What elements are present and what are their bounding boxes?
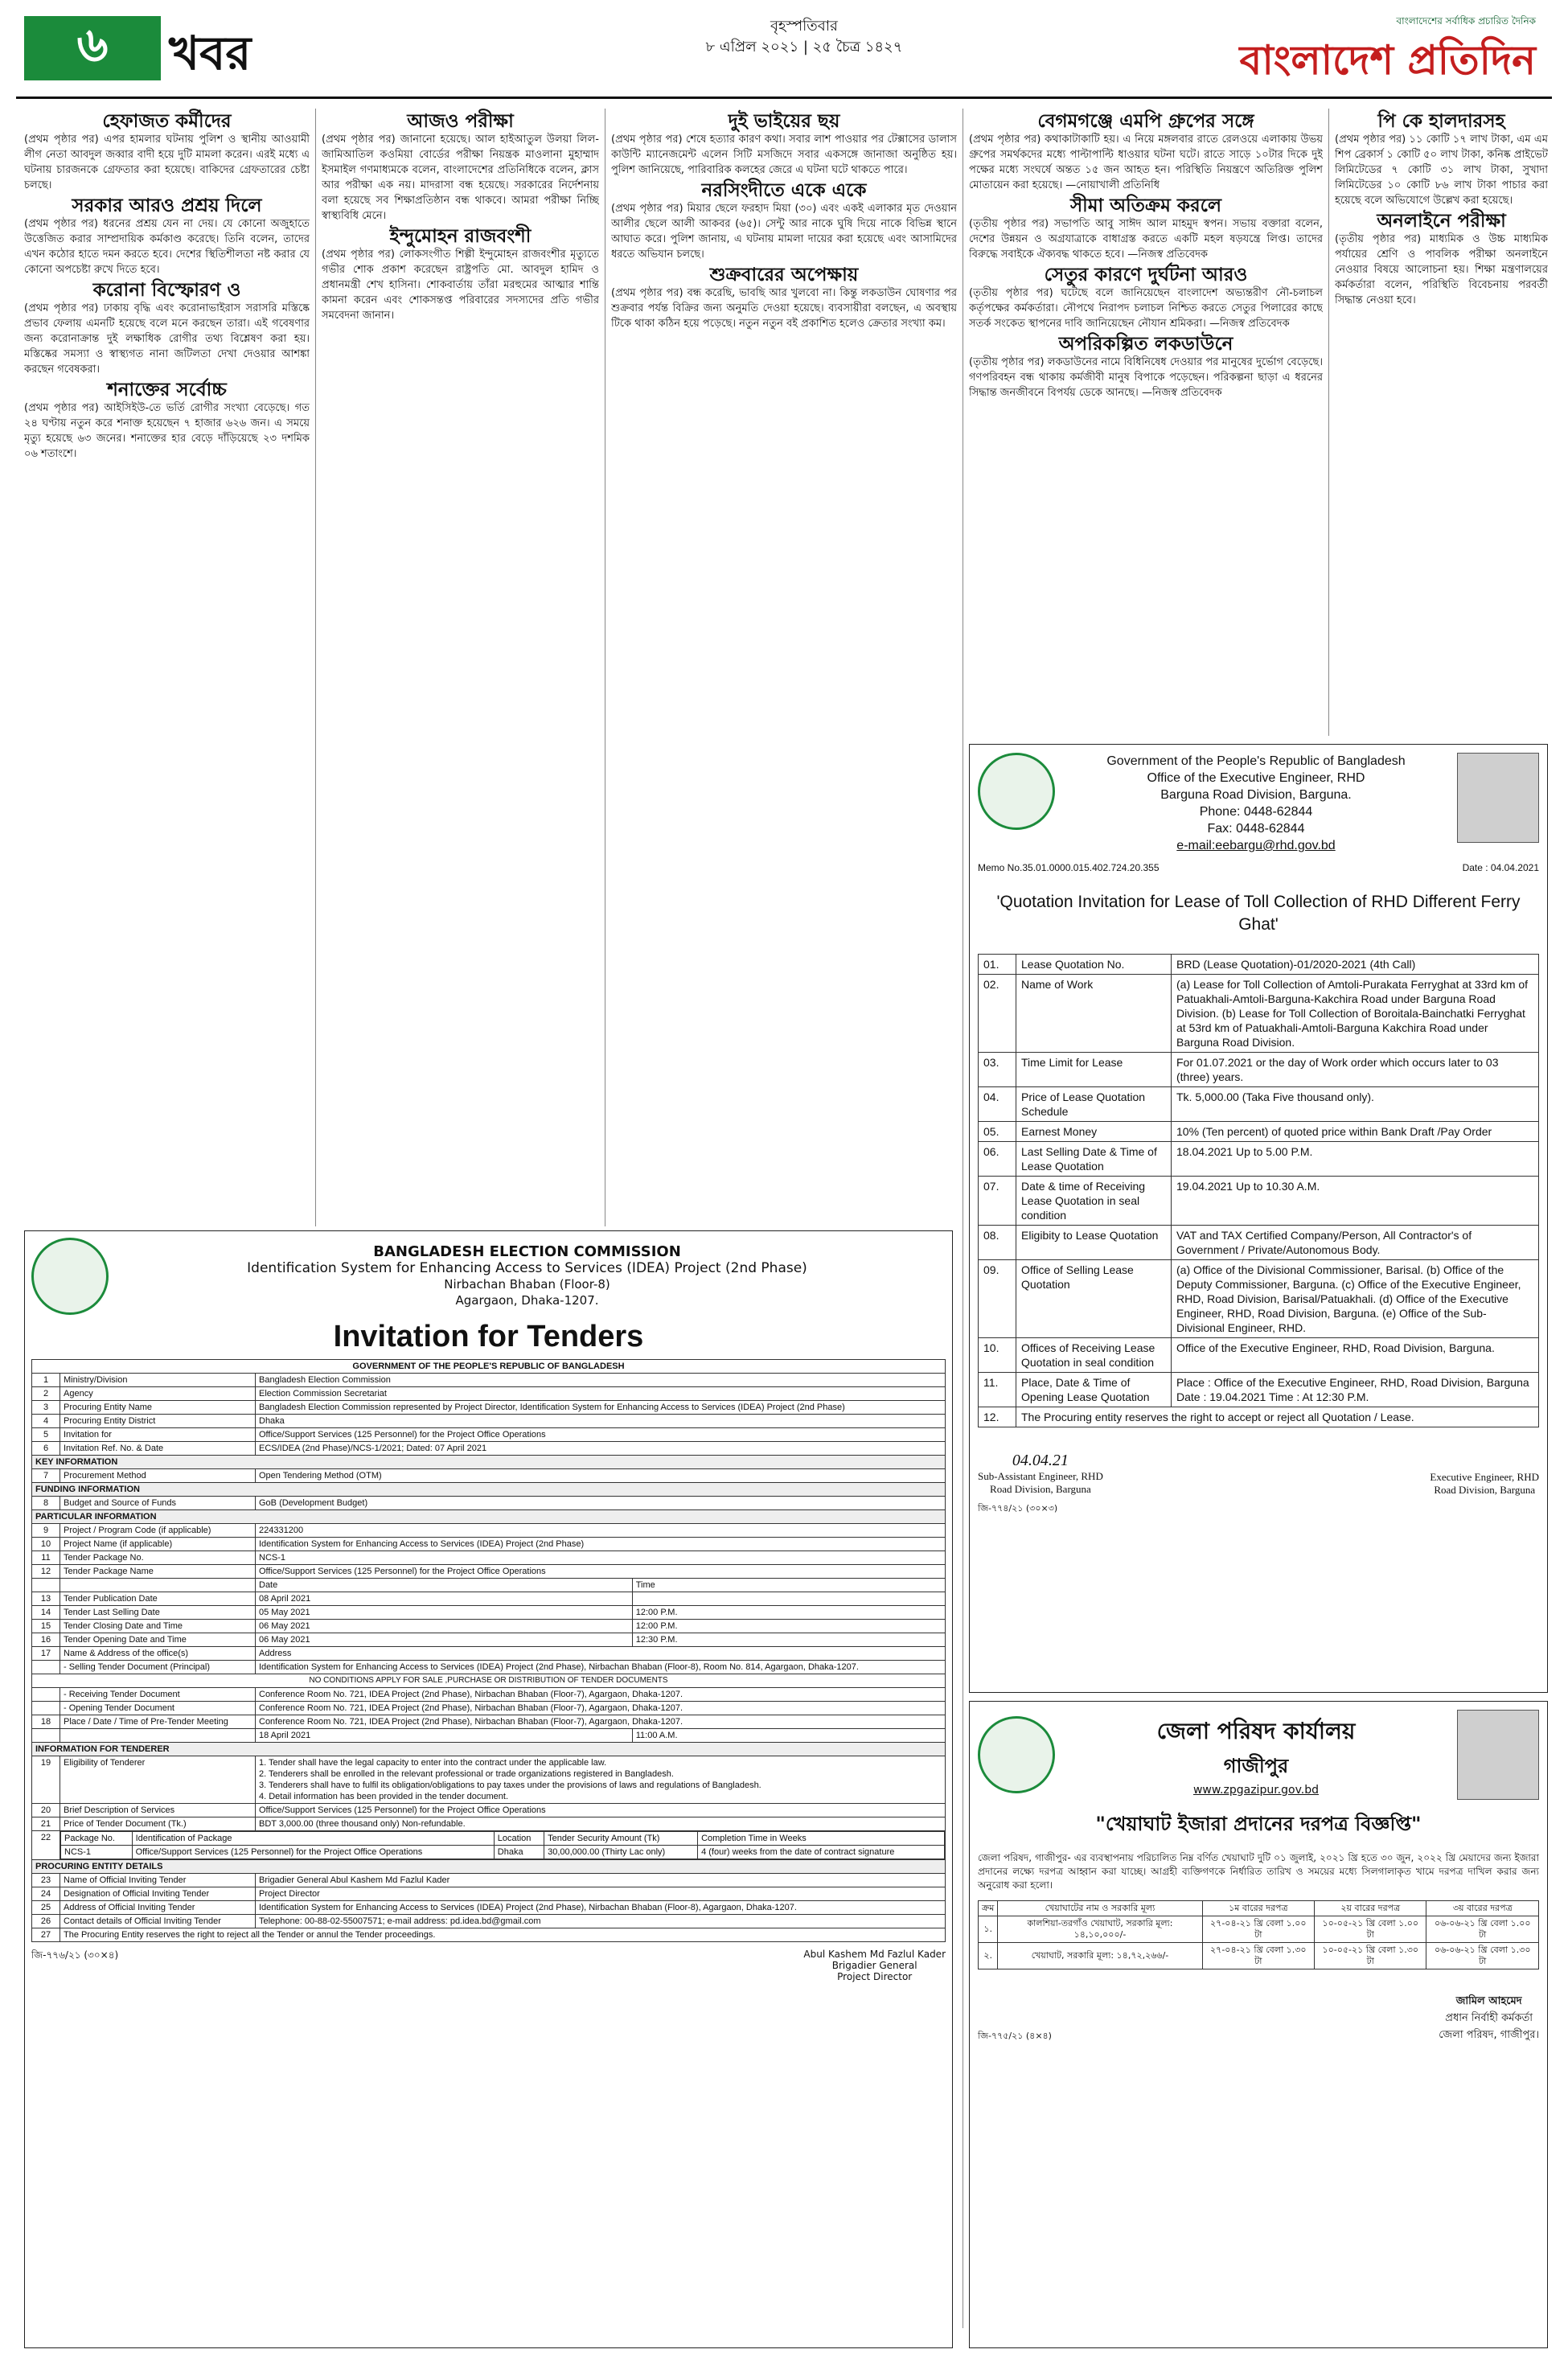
zila-emblem-icon <box>978 1716 1055 1793</box>
masthead-tagline: বাংলাদেশের সর্বাধিক প্রচারিত দৈনিক <box>1396 15 1536 27</box>
table-row: 12. The Procuring entity reserves the right to accept or reject all Quotation / Lease. <box>979 1407 1539 1427</box>
article-dui-bhai: (প্রথম পৃষ্ঠার পর) শেষে হত্যার কারণ কথা। সবার লাশ পাওয়ার পর টেক্সাসের ডালাস কাউন্টি ম্যানেজমেন্ট এলেন সিটি মসজিদে সবার একসঙ্গে জানাজা অনুষ্ঠিত হয়। পুলিশ জানিয়েছে, পারিবারিক কলহের জেরে এ ঘটনা ঘটে থাকতে পারে। <box>611 133 957 176</box>
zila-title: "খেয়াঘাট ইজারা প্রদানের দরপত্র বিজ্ঞপ্তি" <box>1095 1813 1422 1835</box>
headline-shanakta: শনাক্তের সর্বোচ্চ <box>107 379 227 400</box>
section-info: INFORMATION FOR TENDERER <box>32 1743 946 1756</box>
bec-title: Invitation for Tenders <box>333 1320 644 1353</box>
table-row: ১. কালশিয়া-তরগাঁও খেয়াঘাট, সরকারি মূল্য: ১৪,১০,০০০/- ২৭-০৪-২১ খ্রি বেলা ১.০০ টা ১০-০৫-২১ খ্রি বেলা ১.০০ টা ০৬-০৬-২১ খ্রি বেলা ১.০০ টা <box>979 1916 1539 1943</box>
table-row: 15 Tender Closing Date and Time 06 May 2021 12:00 P.M. <box>32 1620 946 1633</box>
headline-sarkar: সরকার আরও প্রশ্রয় দিলে <box>72 195 262 216</box>
article-shanakta: (প্রথম পৃষ্ঠার পর) আইসিইউ-তে ভর্তি রোগীর সংখ্যা বেড়েছে। গত ২৪ ঘণ্টায় নতুন করে শনাক্ত হয়েছেন ৭ হাজার ৬২৬ জন। এ সময়ে মৃত্যু হয়েছে ৬৩ জনের। শনাক্তের হার বেড়ে দাঁড়িয়েছে ২৩ দশমিক ০৬ শতাংশে। <box>24 402 310 460</box>
table-row: 04. Price of Lease Quotation Schedule Tk. 5,000.00 (Taka Five thousand only). <box>979 1087 1539 1122</box>
table-row: 22 Package No. Identification of Package Location Tender Security Amount (Tk) Completion Time in Weeks NCS-1 Office/Support Services (125 Personnel) for the Project Office Operations Dhaka 30,00,000.00 (Thirty Lac only) 4 (four) weeks from the date of contract signature <box>32 1831 946 1860</box>
table-row: 26 Contact details of Official Inviting Tender Telephone: 00-88-02-55007571; e-mail address: pd.idea.bd@gmail.com <box>32 1915 946 1928</box>
table-row: 17 Name & Address of the office(s) Address <box>32 1647 946 1661</box>
bec-ref: জি-৭৭৬/২১ (৩০×৪) <box>31 1949 119 1961</box>
signature-executive: Executive Engineer, RHD Road Division, Barguna <box>1430 1471 1539 1496</box>
bec-address2: Agargaon, Dhaka-1207. <box>455 1293 599 1308</box>
table-row: 08. Eligibity to Lease Quotation VAT and TAX Certified Company/Person, All Contractor's of Government / Private/Autonomous Body. <box>979 1226 1539 1260</box>
zila-web: www.zpgazipur.gov.bd <box>1192 1783 1319 1797</box>
masthead-name: বাংলাদেশ প্রতিদিন <box>1239 36 1536 84</box>
headline-online: অনলাইনে পরীক্ষা <box>1377 210 1506 232</box>
table-row: 19 Eligibility of Tenderer 1. Tender shall have the legal capacity to enter into the contract under the applicable law. 2. Tenderers shall be enrolled in the relevant professional or trade organizations registered in Bangladesh. 3. Tenderers shall have to fulfil its obligation/obligations to pay taxes under the provisions of laws and regulations of Bangladesh. 4. Detail information has been provided in the tender document. <box>32 1756 946 1804</box>
headline-dui-bhai: দুই ভাইয়ের ছয় <box>728 110 840 132</box>
rhd-memo: Memo No.35.01.0000.015.402.724.20.355 <box>978 862 1160 873</box>
table-row: 07. Date & time of Receiving Lease Quotation in seal condition 19.04.2021 Up to 10.30 A.M. <box>979 1177 1539 1226</box>
headline-aparikalpita: অপরিকল্পিত লকডাউনে <box>1058 333 1233 355</box>
bec-govt: GOVERNMENT OF THE PEOPLE'S REPUBLIC OF BANGLADESH <box>32 1360 946 1374</box>
zila-body: জেলা পরিষদ, গাজীপুর- এর ব্যবস্থাপনায় পরিচালিত নিম্ন বর্ণিত খেয়াঘাট দুটি ০১ জুলাই, ২০২১ খ্রি হতে ৩০ জুন, ২০২২ খ্রি মেয়াদের জন্য ইজারা প্রদানের লক্ষ্যে দরপত্র আহ্বান করা যাচ্ছে। আগ্রহী ব্যক্তিগণকে নির্ধারিত তারিখ ও সময়ের মধ্যে সিলগালাকৃত খামে দরপত্র দাখিল করার জন্য অনুরোধ করা হলো। <box>978 1852 1539 1891</box>
rhd-email: e-mail:eebargu@rhd.gov.bd <box>1176 839 1336 852</box>
table-row: 11. Place, Date & Time of Opening Lease Quotation Place : Office of the Executive Engineer, RHD, Road Division, Barguna Date : 19.04.2021 Time : At 12:30 P.M. <box>979 1373 1539 1407</box>
rhd-date: Date : 04.04.2021 <box>1462 862 1539 873</box>
article-ajo: (প্রথম পৃষ্ঠার পর) জানানো হয়েছে। আল হাইআতুল উলয়া লিল-জামিআতিল কওমিয়া বোর্ডের পরীক্ষা নিয়ন্ত্রক মাওলানা মুহাম্মাদ ইসমাইল গণমাধ্যমকে বলেন, বাংলাদেশের প্রতিনিধিকে বলেন, ক্লাস আর পরীক্ষা এক নয়। মাদরাসা বন্ধ হয়েছে। সরকারের নির্দেশনায় বলা হয়েছে সব শিক্ষাপ্রতিষ্ঠান বন্ধ থাকবে। আমরা পরীক্ষা নিচ্ছি স্বাস্থ্যবিধি মেনে। <box>322 133 599 222</box>
masthead <box>1142 14 1544 87</box>
column-1 <box>24 109 310 1226</box>
zila-signatory: জামিল আহমেদ প্রধান নির্বাহী কর্মকর্তা জেলা পরিষদ, গাজীপুর। <box>1439 1995 1539 2041</box>
table-row: 21 Price of Tender Document (Tk.) BDT 3,000.00 (three thousand only) Non-refundable. <box>32 1817 946 1831</box>
table-row: 3 Procuring Entity Name Bangladesh Election Commission represented by Project Director, Identification System for Enhancing Access to Services (IDEA) Project (2nd Phase) <box>32 1401 946 1415</box>
article-begumganj: (প্রথম পৃষ্ঠার পর) কথাকাটাকাটি হয়। এ নিয়ে মঙ্গলবার রাতে রেলওয়ে এলাকায় উভয় গ্রুপের সমর্থকদের মধ্যে পাল্টাপাল্টি ধাওয়ার ঘটনা ঘটে। রাতে সাড়ে ১০টার দিকে দুই পক্ষের মধ্যে সংঘর্ষে অন্তত ১৫ জন আহত হন। পরিস্থিতি নিয়ন্ত্রণে অতিরিক্ত পুলিশ মোতায়েন করা হয়েছে। —নোয়াখালী প্রতিনিধি <box>969 133 1323 191</box>
portrait-icon <box>1457 1710 1539 1800</box>
table-row: 24 Designation of Official Inviting Tender Project Director <box>32 1887 946 1901</box>
article-setu: (তৃতীয় পৃষ্ঠার পর) ঘটেছে বলে জানিয়েছেন বাংলাদেশ অভ্যন্তরীণ নৌ-চলাচল কর্তৃপক্ষের কর্মকর্তারা। নৌপথে নিরাপদ চলাচল নিশ্চিত করতে সেতুর পিলারের কাছে সতর্ক সংকেত স্থাপনের দাবি জানিয়েছেন নৌযান শ্রমিকরা। —নিজস্ব প্রতিবেদক <box>969 287 1323 330</box>
article-sarkar: (প্রথম পৃষ্ঠার পর) ধরনের প্রশ্রয় যেন না দেয়। যে কোনো অজুহাতে উত্তেজিত করার সাম্প্রদায়িক কর্মকাণ্ড করেছে। তিনি বলেন, তাদের এখন কঠোর হাতে দমন করতে হবে। দেশের স্থিতিশীলতা নষ্ট করার যে কোনো অপচেষ্টা রুখে দিতে হবে। <box>24 218 310 276</box>
table-row: 03. Time Limit for Lease For 01.07.2021 or the day of Work order which occurs later to 03 (three) years. <box>979 1053 1539 1087</box>
column-5 <box>1335 109 1548 736</box>
signature-sub-assistant: 04.04.21 Sub-Assistant Engineer, RHD Road Division, Barguna <box>978 1452 1103 1495</box>
table-row: 5 Invitation for Office/Support Services (125 Personnel) for the Project Office Operations <box>32 1428 946 1442</box>
table-row: - Opening Tender Document Conference Room No. 721, IDEA Project (2nd Phase), Nirbachan Bhaban (Floor-7), Agargaon, Dhaka-1207. <box>32 1702 946 1715</box>
headline-sima: সীমা অতিক্রম করলে <box>1069 195 1222 216</box>
article-indumohan: (প্রথম পৃষ্ঠার পর) লোকসংগীত শিল্পী ইন্দুমোহন রাজবংশীর মৃত্যুতে গভীর শোক প্রকাশ করেছেন রাষ্ট্রপতি মো. আবদুল হামিদ ও প্রধানমন্ত্রী শেখ হাসিনা। শোকবার্তায় তাঁরা মরহুমের আত্মার শান্তি কামনা করেন এবং শোকসন্তপ্ত পরিবারের সদস্যদের প্রতি গভীর সমবেদনা জানান। <box>322 248 599 322</box>
table-row: 20 Brief Description of Services Office/Support Services (125 Personnel) for the Project Office Operations <box>32 1804 946 1817</box>
column-4 <box>969 109 1323 736</box>
zila-table: ক্রম খেয়াঘাটের নাম ও সরকারি মূল্য ১ম বারের দরপত্র ২য় বারের দরপত্র ৩য় বারের দরপত্র ১. কালশিয়া-তরগাঁও খেয়াঘাট, সরকারি মূল্য: ১৪,১০,০০০/- ২৭-০৪-২১ খ্রি বেলা ১.০০ টা ১০-০৫-২১ খ্রি বেলা ১.০০ টা ০৬-০৬-২১ খ্রি বেলা ১.০০ টা ২. খেয়াঘাট, সরকারি মূল্য: ১৪,৭২,২৬৬/- ২৭-০৪-২১ খ্রি বেলা ১.৩০ টা ১০-০৫-২১ খ্রি বেলা ১.৩০ টা ০৬-০৬-২১ খ্রি বেলা ১.৩০ টা <box>978 1900 1539 1969</box>
table-row: 12 Tender Package Name Office/Support Services (125 Personnel) for the Project Office Operations <box>32 1565 946 1579</box>
table-row: 4 Procuring Entity District Dhaka <box>32 1415 946 1428</box>
headline-indumohan: ইন্দুমোহন রাজবংশী <box>389 225 532 247</box>
zila-tender-notice <box>969 1701 1548 2348</box>
section-particular: PARTICULAR INFORMATION <box>32 1510 946 1524</box>
article-sima: (তৃতীয় পৃষ্ঠার পর) সভাপতি আবু সাঈদ আল মাহমুদ স্বপন। সভায় বক্তারা বলেন, দেশের উন্নয়ন ও অগ্রযাত্রাকে বাধাগ্রস্ত করতে একটি মহল ষড়যন্ত্রে লিপ্ত। তাদের বিরুদ্ধে সবাইকে ঐক্যবদ্ধ থাকতে হবে। —নিজস্ব প্রতিবেদক <box>969 218 1323 261</box>
no-conditions-note: NO CONDITIONS APPLY FOR SALE ,PURCHASE OR DISTRIBUTION OF TENDER DOCUMENTS <box>32 1674 946 1688</box>
article-shukrobar: (প্রথম পৃষ্ঠার পর) বন্ধ করেছি, ভাবছি আর খুলবো না। কিন্তু লকডাউন ঘোষণার পর শুক্রবার পর্যন্ত বিক্রির জন্য অনুমতি দেওয়া হয়েছে। ব্যবসায়ীরা বলছেন, এ অবস্থায় টিকে থাকা কঠিন হয়ে পড়েছে। নতুন নতুন বই প্রকাশিত হলেও ক্রেতার সংখ্যা কম। <box>611 287 957 330</box>
table-row: - Selling Tender Document (Principal) Identification System for Enhancing Access to Services (IDEA) Project (2nd Phase), Nirbachan Bhaban (Floor-8), Room No. 814, Agargaon, Dhaka-1207. <box>32 1661 946 1674</box>
table-row: 6 Invitation Ref. No. & Date ECS/IDEA (2nd Phase)/NCS-1/2021; Dated: 07 April 2021 <box>32 1442 946 1456</box>
headline-pk-halder: পি কে হালদারসহ <box>1377 110 1505 132</box>
table-row: 23 Name of Official Inviting Tender Brigadier General Abul Kashem Md Fazlul Kader <box>32 1874 946 1887</box>
section-key-info: KEY INFORMATION <box>32 1456 946 1469</box>
section-funding: FUNDING INFORMATION <box>32 1483 946 1497</box>
table-row: 25 Address of Official Inviting Tender Identification System for Enhancing Access to Services (IDEA) Project (2nd Phase), Nirbachan Bhaban (Floor-8), Agargaon, Dhaka-1207. <box>32 1901 946 1915</box>
headline-corona: করোনা বিস্ফোরণ ও <box>92 279 241 301</box>
table-row: 8 Budget and Source of Funds GoB (Development Budget) <box>32 1497 946 1510</box>
table-row: 02. Name of Work (a) Lease for Toll Collection of Amtoli-Purakata Ferryghat at 33rd km of Patuakhali-Amtoli-Barguna-Kakchira Road under Barguna Road Division. (b) Lease for Toll Collection of Boroitala-Bainchatki Ferryghat at 53rd km of Patuakhali-Amtoli-Barguna Kakchira Road under Barguna Road Division. <box>979 975 1539 1053</box>
headline-hefazat: হেফাজত কর্মীদের <box>102 110 232 132</box>
table-row: 1 Ministry/Division Bangladesh Election Commission <box>32 1374 946 1387</box>
table-row: 10 Project Name (if applicable) Identification System for Enhancing Access to Services (IDEA) Project (2nd Phase) <box>32 1538 946 1551</box>
headline-setu: সেতুর কারণে দুর্ঘটনা আরও <box>1044 264 1248 285</box>
article-narsingdi: (প্রথম পৃষ্ঠার পর) মিয়ার ছেলে ফরহাদ মিয়া (৩০) এবং একই এলাকার মৃত দেওয়ান আলীর ছেলে আলী আকবর (৬৫)। সেন্টু আর নাকে ঘুষি দিয়ে নাকে বিভিন্ন স্থানে আঘাত করে। পুলিশ জানায়, এ ঘটনায় মামলা দায়ের করা হয়েছে এবং আসামিদের ধরতে অভিযান চলছে। <box>611 203 957 261</box>
bec-tender-notice <box>24 1230 953 2348</box>
bec-tender-table: GOVERNMENT OF THE PEOPLE'S REPUBLIC OF BANGLADESH 1 Ministry/Division Bangladesh Election Commission 2 Agency Election Commission Secretariat 3 Procuring Entity Name Bangladesh Election Commission represented by Project Director, Identification System for Enhancing Access to Services (IDEA) Project (2nd Phase) 4 Procuring Entity District Dhaka 5 Invitation for Office/Support Services (125 Personnel) for the Project Office Operations 6 Invitation Ref. No. & Date ECS/IDEA (2nd Phase)/NCS-1/2021; Dated: 07 April 2021 KEY INFORMATION 7 Procurement Method Open Tendering Method (OTM) FUNDING INFORMATION 8 Budget and Source of Funds GoB (Development Budget) PARTICULAR INFORMATION 9 Project / Program Code (if applicable) 224331200 10 Project Name (if applicable) Identification System for Enhancing Access to Services (IDEA) Project (2nd Phase) 11 Tender Package No. NCS-1 12 Tender Package Name Office/Support Services (125 Personnel) for the Project Office Operations Date Time 13 Tender Publication Date 08 April 2021 14 Tender Last Selling Date 05 May 2021 12:00 P.M. 15 Tender Closing Date and Time 06 May 2021 12:00 P.M. 16 Tender Opening Date and Time 06 May 2021 12:30 P.M. 17 Name & Address of the office(s) Address - Selling Tender Document (Principal) Identification System for Enhancing Access to Services (IDEA) Project (2nd Phase), Nirbachan Bhaban (Floor-8), Room No. 814, Agargaon, Dhaka-1207. NO CONDITIONS APPLY FOR SALE ,PURCHASE OR DISTRIBUTION OF TENDER DOCUMENTS - Receiving Tender Document Conference Room No. 721, IDEA Project (2nd Phase), Nirbachan Bhaban (Floor-7), Agargaon, Dhaka-1207. - Opening Tender Document Conference Room No. 721, IDEA Project (2nd Phase), Nirbachan Bhaban (Floor-7), Agargaon, Dhaka-1207. 18 Place / Date / Time of Pre-Tender Meeting Conference Room No. 721, IDEA Project (2nd Phase), Nirbachan Bhaban (Floor-7), Agargaon, Dhaka-1207. 18 April 2021 11:00 A.M. INFORMATION FOR TENDERER 19 Eligibility of Tenderer 1. Tender shall have the legal capacity to enter into the contract under the applicable law. 2. Tenderers shall be enrolled in the relevant professional or trade organizations registered in Bangladesh. 3. Tenderers shall have to fulfil its obligation/obligations to pay taxes under the provisions of laws and regulations of Bangladesh. 4. Detail information has been provided in the tender document. 20 Brief Description of Services Office/Support Services (125 Personnel) for the Project Office Operations 21 Price of Tender Document (Tk.) BDT 3,000.00 (three thousand only) Non-refundable. 22 Package No. Identification of Package Location Tender Security Amount (Tk) Completion Time in Weeks NCS-1 Office/Support Services (125 Personnel) for the Project Office Operations Dhaka 30,00,000.00 (Thirty Lac only) 4 (four) weeks from the date of contract signature PROCURING ENTITY DETAILS 23 Name of Official Inviting Tender Brigadier General Abul Kashem Md Fazlul Kader 24 Designation of Official Inviting Tender Project Director 25 Address of Official Inviting Tender Identification System for Enhancing Access to Services (IDEA) Project (2nd Phase), Nirbachan Bhaban (Floor-8), Agargaon, Dhaka-1207. 26 Contact details of Official Inviting Tender Telephone: 00-88-02-55007571; e-mail address: pd.idea.bd@gmail.com 27 The Procuring Entity reserves the right to reject all the Tender or annul the Tender proceedings. <box>31 1359 946 1942</box>
table-row: 18 Place / Date / Time of Pre-Tender Meeting Conference Room No. 721, IDEA Project (2nd Phase), Nirbachan Bhaban (Floor-7), Agargaon, Dhaka-1207. <box>32 1715 946 1729</box>
bec-project: Identification System for Enhancing Access to Services (IDEA) Project (2nd Phase) <box>247 1260 807 1276</box>
table-row: 13 Tender Publication Date 08 April 2021 <box>32 1592 946 1606</box>
header-rule <box>16 97 1552 99</box>
bec-org: BANGLADESH ELECTION COMMISSION <box>373 1243 681 1260</box>
rhd-title: 'Quotation Invitation for Lease of Toll Collection of RHD Different Ferry Ghat' <box>996 893 1521 934</box>
dateline-day: বৃহস্পতিবার <box>770 18 838 35</box>
table-row: 05. Earnest Money 10% (Ten percent) of quoted price within Bank Draft /Pay Order <box>979 1122 1539 1142</box>
table-row: 01. Lease Quotation No. BRD (Lease Quotation)-01/2020-2021 (4th Call) <box>979 955 1539 975</box>
table-row: 7 Procurement Method Open Tendering Method (OTM) <box>32 1469 946 1483</box>
bec-address1: Nirbachan Bhaban (Floor-8) <box>444 1277 610 1292</box>
headline-narsingdi: নরসিংদীতে একে একে <box>701 179 867 201</box>
article-pk-halder: (প্রথম পৃষ্ঠার পর) ১১ কোটি ১৭ লাখ টাকা, এম এম শিপ ব্রেকার্স ১ কোটি ৫০ লাখ টাকা, কনিষ্ক প্রাইভেট লিমিটেডের ৭ কোটি ৩১ লাখ টাকা, সুখাদা লিমিটেডের ১০ কোটি ৮৬ লাখ টাকা পাচার করা হয়েছে বলে অভিযোগে উল্লেখ করা হয়েছে। <box>1335 133 1548 207</box>
section-title: খবর <box>169 26 252 80</box>
govt-emblem-icon <box>978 753 1055 830</box>
table-row: 9 Project / Program Code (if applicable) 224331200 <box>32 1524 946 1538</box>
dateline-date: ৮ এপ্রিল ২০২১ | ২৫ চৈত্র ১৪২৭ <box>705 39 903 55</box>
section-entity: PROCURING ENTITY DETAILS <box>32 1860 946 1874</box>
table-row: 06. Last Selling Date & Time of Lease Quotation 18.04.2021 Up to 5.00 P.M. <box>979 1142 1539 1177</box>
table-row: ২. খেয়াঘাট, সরকারি মূল্য: ১৪,৭২,২৬৬/- ২৭-০৪-২১ খ্রি বেলা ১.৩০ টা ১০-০৫-২১ খ্রি বেলা ১.৩০ টা ০৬-০৬-২১ খ্রি বেলা ১.৩০ টা <box>979 1943 1539 1969</box>
table-row: 10. Offices of Receiving Lease Quotation in seal condition Office of the Executive Engineer, RHD, Road Division, Barguna. <box>979 1338 1539 1373</box>
portrait-icon <box>1457 753 1539 843</box>
table-row: 11 Tender Package No. NCS-1 <box>32 1551 946 1565</box>
table-row: 16 Tender Opening Date and Time 06 May 2021 12:30 P.M. <box>32 1633 946 1647</box>
table-row: 09. Office of Selling Lease Quotation (a) Office of the Divisional Commissioner, Barisal. (b) Office of the Deputy Commissioner, Barguna. (c) Office of the Executive Engineer, RHD, Road Division, Barisal/Patuakhali. (d) Office of the Executive Engineer, RHD, Road Division, Barguna. (e) Office of the Sub-Divisional Engineer, RHD. <box>979 1260 1539 1338</box>
headline-begumganj: বেগমগঞ্জে এমপি গ্রুপের সঙ্গে <box>1037 110 1254 132</box>
article-corona: (প্রথম পৃষ্ঠার পর) ঢাকায় বৃদ্ধি এবং করোনাভাইরাস সরাসরি মস্তিষ্কে প্রভাব ফেলায় এমনটি হয়েছে বলে মনে করছেন তারা। এই গবেষণার জন্য করোনাক্রান্ত দুই লক্ষাধিক রোগীর তথ্য বিশ্লেষণ করা হয়। মস্তিষ্কের সমস্যা ও স্বাস্থ্যগত নানা জটিলতা দেখা দেওয়ার আশঙ্কা করছেন গবেষকরা। <box>24 302 310 376</box>
article-hefazat: (প্রথম পৃষ্ঠার পর) এপর হামলার ঘটনায় পুলিশ ও স্থানীয় আওয়ামী লীগ নেতা আবদুল জব্বার বাদী হয়ে দুটি মামলা করেন। এরই মধ্যে এ ঘটনায় চারজনকে গ্রেফতার করা হয়েছে। বাকিদের গ্রেফতারের চেষ্টা চলছে। <box>24 133 310 191</box>
dateline <box>563 16 1045 58</box>
column-2 <box>322 109 599 1226</box>
bec-signatory: Abul Kashem Md Fazlul Kader Brigadier General Project Director <box>803 1949 946 1982</box>
column-divider <box>315 109 316 1226</box>
rhd-table <box>978 954 1539 1427</box>
page-number: ৬ <box>24 16 161 80</box>
rhd-tender-notice: Government of the People's Republic of Bangladesh Office of the Executive Engineer, RHD Barguna Road Division, Barguna. Phone: 0448-62844 Fax: 0448-62844 e-mail:eebargu@rhd.gov.bd Memo No.35.01.0000.015.402.724.20.355 Date : 04.04.2021 'Quotation Invitation for Lease of Toll Collection of RHD Different Ferry Ghat' 01. Lease Quotation No. BRD (Lease Quotation)-01/2020-2021 (4th Call) 02. Name of Work (a) Lease for Toll Collection of Amtoli-Purakata Ferryghat at 33rd km of Patuakhali-Amtoli-Barguna-Kakchira Road under Barguna Road Division. (b) Lease for Toll Collection of Boroitala-Bainchatki Ferryghat at 53rd km of Patuakhali-Amtoli-Barguna Kakchira Road under Barguna Road Division. 03. Time Limit for Lease For 01.07.2021 or the day of Work order which occurs later to 03 (three) years. 04. Price of Lease Quotation Schedule Tk. 5,000.00 (Taka Five thousand only). 05. Earnest Money 10% (Ten percent) of quoted price within Bank Draft /Pay Order 06. Last Selling Date & Time of Lease Quotation 18.04.2021 Up to 5.00 P.M. 07. Date & time of Receiving Lease Quotation in seal condition 19.04.2021 Up to 10.30 A.M. 08. Eligibity to Lease Quotation VAT and TAX Certified Company/Person, All Contractor's of Government / Private/Autonomous Body. 09. Office of Selling Lease Quotation (a) Office of the Divisional Commissioner, Barisal. (b) Office of the Deputy Commissioner, Barguna. (c) Office of the Executive Engineer, RHD, Road Division, Barisal/Patuakhali. (d) Office of the Executive Engineer, RHD, Road Division, Barguna. (e) Office of the Sub-Divisional Engineer, RHD. 10. Offices of Receiving Lease Quotation in seal condition Office of the Executive Engineer, RHD, Road Division, Barguna. 11. Place, Date & Time of Opening Lease Quotation Place : Office of the Executive Engineer, RHD, Road Division, Barguna Date : 19.04.2021 Time : At 12:30 P.M. 12. The Procuring entity reserves the right to accept or reject all Quotation / Lease. 04.04.21 Sub-Assistant Engineer, RHD Road Division, Barguna Executive Engineer, RHD Road Division, Barguna জি-৭৭৪/২১ (৩০×৩) <box>969 744 1548 1693</box>
table-row: - Receiving Tender Document Conference Room No. 721, IDEA Project (2nd Phase), Nirbachan Bhaban (Floor-7), Agargaon, Dhaka-1207. <box>32 1688 946 1702</box>
headline-shukrobar: শুক্রবারের অপেক্ষায় <box>709 264 859 285</box>
bec-emblem-icon <box>31 1238 109 1315</box>
table-row: 27 The Procuring Entity reserves the right to reject all the Tender or annul the Tender proceedings. <box>32 1928 946 1942</box>
headline-ajo: আজও পরীক্ষা <box>407 110 514 132</box>
article-aparikalpita: (তৃতীয় পৃষ্ঠার পর) লকডাউনের নামে বিধিনিষেধ দেওয়ার পর মানুষের দুর্ভোগ বেড়েছে। গণপরিবহন বন্ধ থাকায় কর্মজীবী মানুষ বিপাকে পড়েছেন। পরিকল্পনা ছাড়া এ ধরনের সিদ্ধান্ত জনজীবনে বিপর্যয় ডেকে আনছে। —নিজস্ব প্রতিবেদক <box>969 356 1323 399</box>
column-divider <box>1328 109 1329 736</box>
zila-ref: জি-৭৭৫/২১ (৪×৪) <box>978 2031 1052 2041</box>
zila-district: গাজীপুর <box>1223 1754 1289 1777</box>
zila-office: জেলা পরিষদ কার্যালয় <box>1156 1717 1356 1744</box>
table-row: 14 Tender Last Selling Date 05 May 2021 12:00 P.M. <box>32 1606 946 1620</box>
rhd-ref: জি-৭৭৪/২১ (৩০×৩) <box>978 1503 1058 1514</box>
article-online: (তৃতীয় পৃষ্ঠার পর) মাধ্যমিক ও উচ্চ মাধ্যমিক পর্যায়ের শ্রেণি ও পাবলিক পরীক্ষা অনলাইনে নেওয়ার বিষয়ে আলোচনা হয়। শিক্ষা মন্ত্রণালয়ের কর্মকর্তারা বলেন, পরিস্থিতি বিবেচনায় পরবর্তী সিদ্ধান্ত নেওয়া হবে। <box>1335 233 1548 306</box>
table-row: 2 Agency Election Commission Secretariat <box>32 1387 946 1401</box>
